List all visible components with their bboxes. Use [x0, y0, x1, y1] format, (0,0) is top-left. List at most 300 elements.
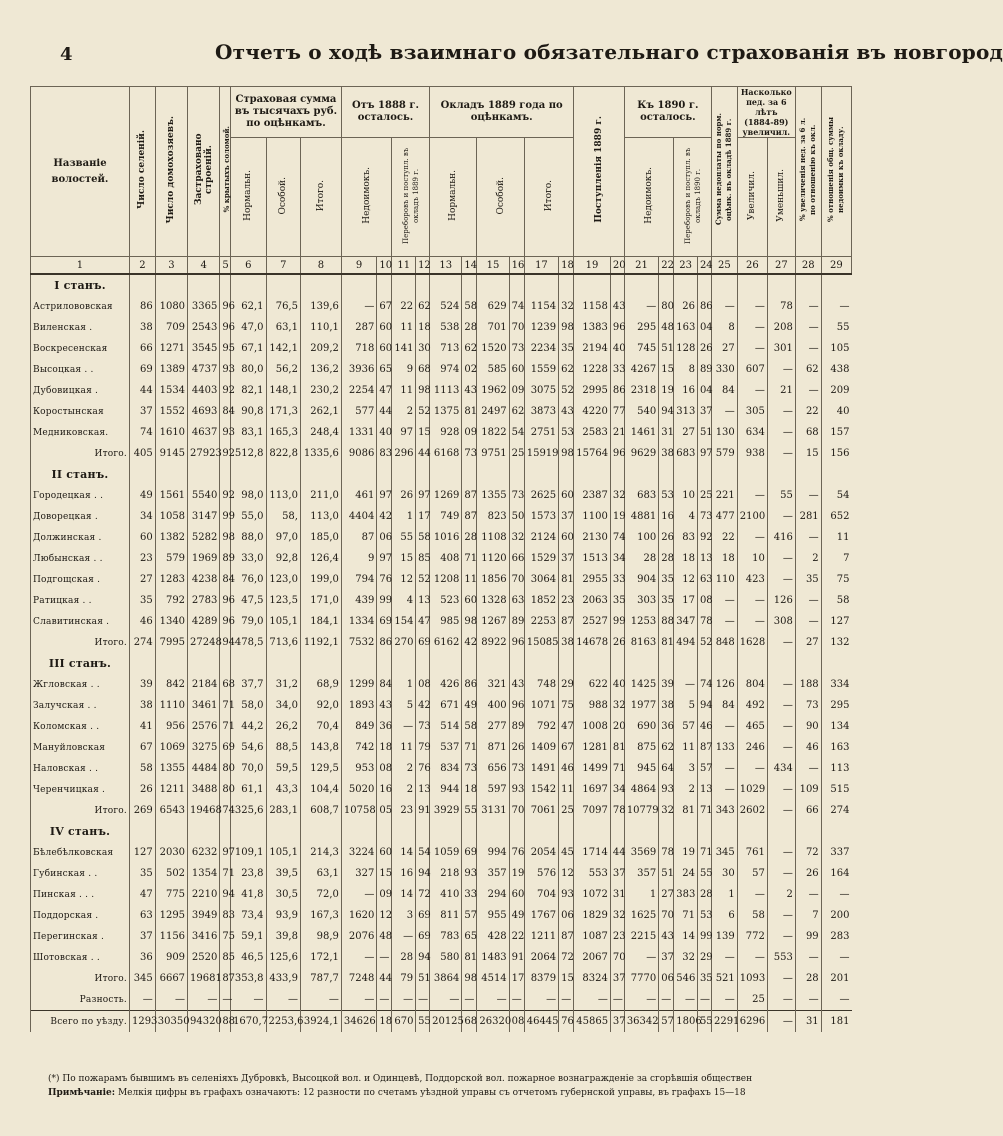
table-cell: 81 [610, 737, 624, 758]
volost-name: Разность. [31, 989, 130, 1011]
table-cell: 1856 [477, 569, 509, 590]
table-cell: 46 [795, 737, 821, 758]
volost-name: Мануйловская [31, 737, 130, 758]
table-cell: 70 [610, 947, 624, 968]
table-cell: 73 [509, 485, 524, 506]
table-row [31, 884, 852, 905]
table-cell: 129,5 [300, 758, 341, 779]
table-cell: — [795, 317, 821, 338]
table-cell: 71 [220, 716, 231, 737]
table-cell: — [392, 716, 416, 737]
table-cell: 18 [416, 317, 430, 338]
table-cell: 81 [674, 800, 698, 821]
table-cell: 55 [416, 1011, 430, 1033]
column-number: 5 [220, 257, 231, 275]
table-cell: 985 [430, 611, 462, 632]
empty-cell [300, 464, 341, 485]
column-number: 13 [430, 257, 462, 275]
table-cell: 97 [377, 485, 392, 506]
table-cell: 47,5 [231, 590, 266, 611]
table-cell: 1714 [574, 842, 611, 863]
table-cell: 47 [129, 884, 155, 905]
empty-cell [659, 274, 674, 296]
column-number: 28 [795, 257, 821, 275]
table-cell: 40 [610, 338, 624, 359]
table-cell: 68 [416, 359, 430, 380]
table-cell: — [767, 779, 795, 800]
table-cell: 4693 [188, 401, 220, 422]
table-cell: 1156 [155, 926, 187, 947]
empty-cell [416, 464, 430, 485]
table-cell: 3416 [188, 926, 220, 947]
table-cell: 60 [129, 527, 155, 548]
table-cell: 49 [129, 485, 155, 506]
table-cell: 143,8 [300, 737, 341, 758]
table-cell: 96 [220, 611, 231, 632]
table-cell: 28 [392, 947, 416, 968]
table-cell: 58 [462, 296, 477, 317]
table-cell: 163 [674, 317, 698, 338]
table-row [31, 611, 852, 632]
column-number: 6 [231, 257, 266, 275]
table-cell: 974 [430, 359, 462, 380]
table-cell: 94 [220, 884, 231, 905]
empty-cell [231, 274, 266, 296]
table-cell: — [795, 527, 821, 548]
table-cell: 51 [659, 863, 674, 884]
table-cell: 44 [129, 380, 155, 401]
table-cell: 1409 [524, 737, 558, 758]
table-cell: 46,5 [231, 947, 266, 968]
table-cell: 142,1 [266, 338, 300, 359]
table-cell: 17 [509, 968, 524, 989]
table-cell: 32 [559, 296, 574, 317]
table-cell: 98 [416, 380, 430, 401]
table-cell: 54 [821, 485, 851, 506]
col-header-21: Недоимокъ. [624, 138, 673, 257]
table-cell: 93,9 [266, 905, 300, 926]
col-header-8: Итого. [300, 138, 341, 257]
empty-cell [795, 653, 821, 674]
table-cell: 11 [392, 380, 416, 401]
volost-name: Жгловская . . [31, 674, 130, 695]
volost-name: Бѣлебѣлковская [31, 842, 130, 863]
table-cell: 14 [674, 926, 698, 947]
table-cell: — [767, 737, 795, 758]
table-cell: — [341, 296, 376, 317]
table-row [31, 905, 852, 926]
table-cell: 2751 [524, 422, 558, 443]
table-cell: — [377, 947, 392, 968]
col-header-7: Особой. [266, 138, 300, 257]
table-cell: 98,9 [300, 926, 341, 947]
table-cell: — [795, 590, 821, 611]
total-row [31, 989, 852, 1011]
table-cell: — [300, 989, 341, 1011]
table-cell: 211,0 [300, 485, 341, 506]
table-cell: 200 [821, 905, 851, 926]
table-cell: 41,8 [231, 884, 266, 905]
volost-name: Губинская . . [31, 863, 130, 884]
table-cell: 1267 [477, 611, 509, 632]
table-cell: 11 [392, 317, 416, 338]
table-cell: 100 [624, 527, 658, 548]
table-cell: 96 [220, 296, 231, 317]
table-cell: 10 [737, 548, 767, 569]
table-row [31, 569, 852, 590]
total-row [31, 968, 852, 989]
empty-cell [610, 821, 624, 842]
table-cell: 15 [392, 548, 416, 569]
table-cell: 26 [610, 632, 624, 653]
table-cell: 75 [220, 926, 231, 947]
table-cell: 1087 [574, 926, 611, 947]
column-number: 21 [624, 257, 658, 275]
table-cell: 321 [477, 674, 509, 695]
table-cell: 1072 [574, 884, 611, 905]
table-cell: 7770 [624, 968, 658, 989]
table-cell: 283,1 [266, 800, 300, 821]
table-cell: 1382 [155, 527, 187, 548]
volost-name: Пинская . . . [31, 884, 130, 905]
table-cell: 128 [674, 338, 698, 359]
page-title: Отчетъ о ходѣ взаимнаго обязательнаго страхованія въ новгород [215, 40, 1003, 64]
section-title: I станъ. [31, 274, 130, 296]
table-cell: 540 [624, 401, 658, 422]
empty-cell [659, 821, 674, 842]
table-cell: 1 [711, 884, 737, 905]
table-cell: — [795, 338, 821, 359]
table-cell: 88,5 [266, 737, 300, 758]
table-cell: 22 [795, 401, 821, 422]
empty-cell [767, 464, 795, 485]
table-cell: 2 [674, 779, 698, 800]
table-cell: 4289 [188, 611, 220, 632]
table-cell: 34,0 [266, 695, 300, 716]
table-cell: 80,0 [231, 359, 266, 380]
table-cell: 66 [509, 548, 524, 569]
table-cell: 33 [610, 359, 624, 380]
table-cell: 113 [821, 758, 851, 779]
table-cell: — [737, 758, 767, 779]
table-cell: 576 [524, 863, 558, 884]
table-cell: 2215 [624, 926, 658, 947]
table-cell: 1211 [524, 926, 558, 947]
table-cell: 1071 [524, 695, 558, 716]
table-cell: 577 [341, 401, 376, 422]
table-cell: 345 [711, 842, 737, 863]
table-cell: 62 [416, 296, 430, 317]
table-cell: 16 [674, 380, 698, 401]
empty-cell [377, 653, 392, 674]
table-cell: 32 [610, 905, 624, 926]
table-cell: 62 [559, 359, 574, 380]
table-cell: 78 [610, 800, 624, 821]
table-cell: — [767, 443, 795, 464]
empty-cell [231, 464, 266, 485]
table-cell: 1340 [155, 611, 187, 632]
table-cell: 81 [659, 632, 674, 653]
table-cell: 79,0 [231, 611, 266, 632]
table-cell: 43 [509, 674, 524, 695]
table-cell: 597 [477, 779, 509, 800]
empty-cell [821, 821, 851, 842]
table-cell: 83,1 [231, 422, 266, 443]
empty-cell [377, 464, 392, 485]
table-cell: 842 [155, 674, 187, 695]
table-cell: 46 [697, 716, 711, 737]
table-row [31, 548, 852, 569]
table-cell: 109 [795, 779, 821, 800]
table-cell: 521 [711, 968, 737, 989]
empty-cell [341, 464, 376, 485]
table-row [31, 506, 852, 527]
empty-cell [462, 821, 477, 842]
table-cell: 37 [129, 401, 155, 422]
table-cell: — [795, 884, 821, 905]
table-cell: 78 [767, 296, 795, 317]
table-cell: 69 [462, 842, 477, 863]
section-title: III станъ. [31, 653, 130, 674]
table-cell: 96 [509, 695, 524, 716]
empty-cell [231, 821, 266, 842]
table-cell: 92 [220, 443, 231, 464]
table-cell: 58 [416, 527, 430, 548]
table-cell: — [795, 485, 821, 506]
table-cell: 87 [559, 611, 574, 632]
table-cell: 25 [697, 485, 711, 506]
table-cell: 3569 [624, 842, 658, 863]
table-cell: 3131 [477, 800, 509, 821]
table-cell: 40 [821, 401, 851, 422]
table-cell: 127 [821, 611, 851, 632]
table-cell: 94320 [188, 1011, 220, 1033]
col-header-25: Сумма недоплаты по норм. оцѣнк. въ окладѣ 1889 г. [711, 87, 737, 257]
table-cell: 218 [430, 863, 462, 884]
table-cell: 1293 [129, 1011, 155, 1033]
table-cell: 1520 [477, 338, 509, 359]
table-cell: 130 [711, 422, 737, 443]
table-cell: 12 [559, 863, 574, 884]
table-cell: 8324 [574, 968, 611, 989]
volost-name: Коломская . . [31, 716, 130, 737]
table-cell: 772 [737, 926, 767, 947]
table-cell: 1697 [574, 779, 611, 800]
table-cell: 18 [674, 548, 698, 569]
table-cell: — [737, 380, 767, 401]
table-cell: 792 [524, 716, 558, 737]
empty-cell [674, 464, 698, 485]
table-cell: 8379 [524, 968, 558, 989]
empty-cell [524, 821, 558, 842]
table-cell: 230,2 [300, 380, 341, 401]
footnote-fire: (*) По пожарамъ бывшимъ въ селеніяхъ Дубровкѣ, Высоцкой вол. и Одинцевѣ, Поддорской вол. пожарное вознагражденіе за сгорѣвшія обществен [48, 1074, 753, 1084]
column-number: 3 [155, 257, 187, 275]
volost-name: Наловская . . [31, 758, 130, 779]
table-cell: 63 [697, 569, 711, 590]
table-cell: 26 [509, 737, 524, 758]
volost-name: Итого. [31, 968, 130, 989]
table-cell: 10758 [341, 800, 376, 821]
table-cell: 72 [559, 947, 574, 968]
empty-cell [659, 653, 674, 674]
table-cell: 93 [220, 359, 231, 380]
table-cell: — [624, 296, 658, 317]
table-cell: 269 [129, 800, 155, 821]
table-cell: 68 [220, 674, 231, 695]
table-cell: 274 [129, 632, 155, 653]
table-cell: 35 [129, 590, 155, 611]
table-cell: 1211 [155, 779, 187, 800]
table-cell: — [341, 884, 376, 905]
table-cell: 09 [462, 422, 477, 443]
empty-cell [341, 821, 376, 842]
volost-name: Городецкая . . [31, 485, 130, 506]
table-cell: 787,7 [300, 968, 341, 989]
table-cell: 110,1 [300, 317, 341, 338]
table-cell: 27248 [188, 632, 220, 653]
empty-cell [767, 274, 795, 296]
table-cell: — [524, 989, 558, 1011]
table-cell: 37 [129, 926, 155, 947]
table-cell: 91 [509, 947, 524, 968]
col-header-6: Нормальн. [231, 138, 266, 257]
table-cell: 1610 [155, 422, 187, 443]
table-cell: 494 [674, 632, 698, 653]
table-cell: 52 [559, 380, 574, 401]
table-cell: 209,2 [300, 338, 341, 359]
table-cell: 1977 [624, 695, 658, 716]
table-cell: 2625 [524, 485, 558, 506]
table-cell: — [737, 527, 767, 548]
table-cell: 7 [821, 548, 851, 569]
table-cell: 94 [416, 863, 430, 884]
table-cell: 30,5 [266, 884, 300, 905]
column-number: 20 [610, 257, 624, 275]
table-cell: 65 [377, 359, 392, 380]
table-cell: 98 [462, 968, 477, 989]
table-cell: 31 [795, 1011, 821, 1033]
table-cell: 84 [377, 674, 392, 695]
table-cell: 761 [737, 842, 767, 863]
empty-cell [697, 464, 711, 485]
table-cell: 6667 [155, 968, 187, 989]
table-cell: 28 [462, 317, 477, 338]
table-cell: 4637 [188, 422, 220, 443]
table-cell: 4403 [188, 380, 220, 401]
table-cell: 6543 [155, 800, 187, 821]
table-cell: 60 [559, 527, 574, 548]
table-cell: 42 [462, 632, 477, 653]
table-cell: — [559, 989, 574, 1011]
table-cell: 31 [659, 422, 674, 443]
volost-name: Итого. [31, 800, 130, 821]
table-cell: 3873 [524, 401, 558, 422]
table-cell: 38 [129, 695, 155, 716]
volost-name: Высоцкая . . [31, 359, 130, 380]
table-cell: 83 [674, 527, 698, 548]
table-cell: 16 [377, 779, 392, 800]
table-cell: 553 [574, 863, 611, 884]
table-cell: 08 [377, 758, 392, 779]
table-cell: 73 [462, 758, 477, 779]
table-cell: 87 [462, 485, 477, 506]
table-cell: 43 [559, 401, 574, 422]
table-cell: 49 [509, 905, 524, 926]
column-number: 18 [559, 257, 574, 275]
table-cell: 1059 [430, 842, 462, 863]
table-cell: 208 [767, 317, 795, 338]
table-cell: 792 [155, 590, 187, 611]
table-cell: 849 [341, 716, 376, 737]
table-cell: 67 [377, 296, 392, 317]
table-cell: 81 [559, 569, 574, 590]
empty-cell [509, 653, 524, 674]
table-cell: 88,0 [231, 527, 266, 548]
table-cell: 345 [129, 968, 155, 989]
table-cell: 1962 [477, 380, 509, 401]
table-cell: 53 [697, 905, 711, 926]
table-cell: 46 [559, 758, 574, 779]
table-cell: 1269 [430, 485, 462, 506]
table-cell: — [711, 296, 737, 317]
table-cell: — [188, 989, 220, 1011]
table-cell: 70 [659, 905, 674, 926]
table-cell: — [737, 338, 767, 359]
table-cell: 43 [610, 296, 624, 317]
table-cell: 608,7 [300, 800, 341, 821]
table-cell: 88 [220, 1011, 231, 1033]
table-cell: 68,9 [300, 674, 341, 695]
table-cell: 629 [477, 296, 509, 317]
table-cell: 136,2 [300, 359, 341, 380]
table-cell: — [767, 506, 795, 527]
empty-cell [462, 274, 477, 296]
table-cell: 36342 [624, 1011, 658, 1033]
table-cell: 5540 [188, 485, 220, 506]
table-cell: 3 [674, 758, 698, 779]
table-cell: 62 [795, 359, 821, 380]
table-cell: 76 [416, 758, 430, 779]
table-cell: 17 [674, 590, 698, 611]
table-cell: 1375 [430, 401, 462, 422]
column-number: 17 [524, 257, 558, 275]
table-cell: 76,5 [266, 296, 300, 317]
table-cell: 6232 [188, 842, 220, 863]
table-cell: 1542 [524, 779, 558, 800]
table-cell: — [737, 590, 767, 611]
table-cell: 99 [377, 590, 392, 611]
table-cell: 40 [377, 422, 392, 443]
table-cell: 188 [795, 674, 821, 695]
table-cell: 16 [659, 506, 674, 527]
table-cell: 1331 [341, 422, 376, 443]
table-cell: 02 [462, 359, 477, 380]
table-cell: 57 [674, 716, 698, 737]
table-cell: 09 [377, 884, 392, 905]
table-cell: 123,0 [266, 569, 300, 590]
empty-cell [477, 464, 509, 485]
table-cell: — [341, 989, 376, 1011]
table-cell: 32 [610, 485, 624, 506]
empty-cell [220, 653, 231, 674]
column-number: 29 [821, 257, 851, 275]
table-cell: 5 [392, 695, 416, 716]
table-cell: 08 [697, 590, 711, 611]
column-number: 27 [767, 257, 795, 275]
table-cell: 6296 [737, 1011, 767, 1033]
table-cell: 08 [416, 674, 430, 695]
